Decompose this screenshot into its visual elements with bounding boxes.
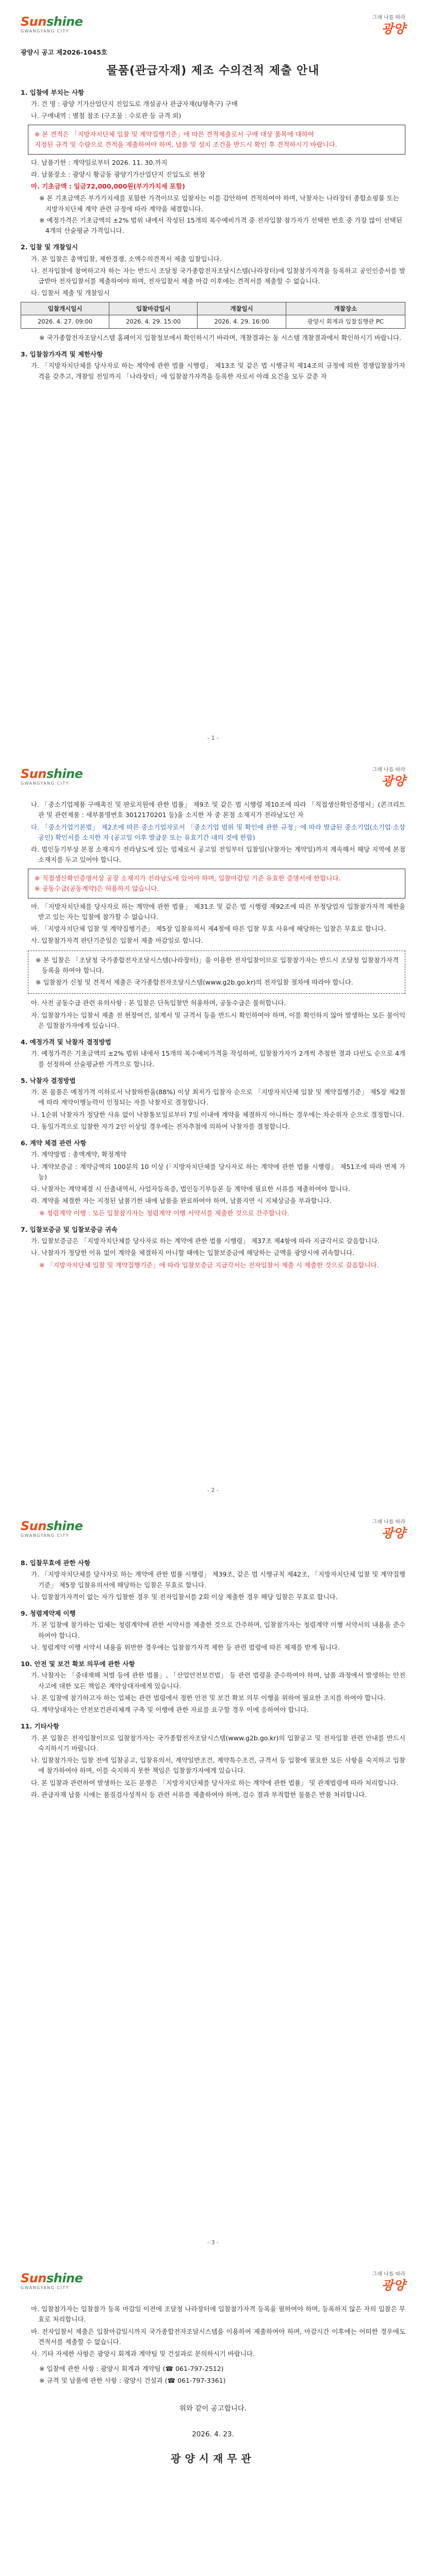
page-header — [21, 1519, 405, 1546]
notice-number: 광양시 공고 제2026-1045호 — [21, 48, 107, 56]
gwangyang-slogan-logo: 그래 나를 따라 광양 — [372, 2272, 405, 2293]
table-row: 2026. 4. 27. 09:00 2026. 4. 29. 15:00 2026. 4. 29. 16:00 광양시 회계과 입찰집행관 PC — [21, 315, 405, 329]
gwangyang-slogan-logo: 그래 나를 따라 광양 — [372, 15, 405, 36]
section-heading: 6. 계약 체결 관련 사항 — [21, 1139, 87, 1147]
page-2 — [0, 752, 426, 1504]
section-heading: 9. 청렴계약제 이행 — [21, 1609, 76, 1617]
sunshine-logo: Sunshine GWANGYANG CITY — [21, 767, 83, 786]
base-amount: 마. 기초금액 : 일금72,000,000원(부가가치세 포함) — [31, 182, 185, 191]
notice-box: ※ 직접생산확인증명서상 공장 소재지가 전라남도에 있어야 하며, 입찰마감일 기준 유효한 증명서에 한합니다. ※ 공동수급(공동계약)은 허용하지 않습니다. — [28, 869, 405, 899]
contact-line: ※ 입찰에 관한 사항 : 광양시 회계과 계약팀 (☎ 061-797-2512) — [39, 2365, 224, 2373]
page-header — [21, 767, 405, 793]
page-header — [21, 14, 405, 41]
page-body: 광양시 공고 제2026-1045호 물품(관급자재) 제조 수의견적 제출 안내 1. 입찰에 부치는 사항 가. 건 명 : 광양 기가산업단지 진입도로 개설공사 관급자재(U형측구) 구매 나. 구매내역 : 별첨 참조 (구조물 : 수로관 등 규격 외) ※ 본 견적은 「지방자치단체 입찰 및 계약집행기준」에 따른 견적제출로서 구매 대상 품목에 대하여 지정된 규격 및 수량으로 견적을 제출하여야 하며, 납품 및 설치 조건을 반드시 확인 후 견적하시기 바랍니다. 다. 납품기한 : 계약일로부터 2026. 11. 30.까지 라. 납품장소 : 광양시 황금동 광양기가산업단지 진입도로 현장 마. 기초금액 : 일금72,000,000원(부가가치세 포함) ※ 본 기초금액은 부가가치세를 포함한 가격이므로 입찰자는 이를 감안하여 견적하여야 하며, 낙찰자는 나라장터 종합쇼핑몰 또는 지방자치단체 계약 관련 규정에 따라 계약을 체결합니다. ※ 예정가격은 기초금액의 ±2% 범위 내에서 작성된 15개의 복수예비가격 중 전자입찰 참가자가 선택한 번호 중 가장 많이 선택된 4개의 산술평균 가격입니다. 2. 입찰 및 개찰일시 가. 본 입찰은 총액입찰, 제한경쟁, 소액수의견적서 제출 입찰입니다. 나. 전자입찰에 참여하고자 하는 자는 반드시 조달청 국가종합전자조달시스템(나라장터)에 입찰참가자격을 등록하고 공인인증서를 발급받아 전자입찰서를 제출하여야 하며, 전자입찰서 제출 마감 이후에는 견적서를 제출할 수 없습니다. 다. 입찰서 제출 및 개찰일시 입찰개시일시 입찰마감일시 개찰일시 개찰장소 2026. 4. 27. 09:00 2026. 4. 29. 15:00 2026. 4. 29. 16:00 광양시 회계과 입찰집행관 PC ※ 국가종합전자조달시스템 홈페이지 입찰정보에서 확인하시기 바라며, 개찰결과는 동 시스템 개찰결과에서 확인하시기 바랍니다. 3. 입찰참가자격 및 제한사항 가. 「지방자치단체를 당사자로 하는 계약에 관한 법률 시행령」 제13조 및 같은 법 시행규칙 제14조의 규정에 의한 경쟁입찰참가자격을 갖추고, 개찰일 전일까지 「나라장터」에 입찰참가자격을 등록한 자로서 아래 요건을 모두 갖춘 자 — [21, 48, 405, 380]
closing-statement: 위와 같이 공고합니다. — [179, 2404, 247, 2413]
page-body: 8. 입찰무효에 관한 사항 가. 「지방자치단체를 당사자로 하는 계약에 관한 법률 시행령」 제39조, 같은 법 시행규칙 제42조, 「지방자치단체 입찰 및 계약집행기준」 제5장 입찰유의서에 해당하는 입찰은 무효로 합니다. 나. 입찰참가자격이 없는 자가 입찰한 경우 및 전자입찰서를 2회 이상 제출한 경우 해당 입찰은 무효로 합니다. 9. 청렴계약제 이행 가. 본 입찰에 참가하는 업체는 청렴계약에 관한 서약서를 제출한 것으로 간주하며, 입찰참가자는 청렴계약 이행 서약서의 내용을 준수하여야 합니다. 나. 청렴계약 이행 서약서 내용을 위반한 경우에는 입찰참가자격 제한 등 관련 법령에 따른 제재를 받게 됩니다. 10. 안전 및 보건 확보 의무에 관한 사항 가. 낙찰자는 「중대재해 처벌 등에 관한 법률」, 「산업안전보건법」 등 관련 법령을 준수하여야 하며, 납품 과정에서 발생하는 안전사고에 대한 모든 책임은 계약상대자에게 있습니다. 나. 본 입찰에 참가하고자 하는 업체는 관련 법령에서 정한 안전 및 보건 확보 의무 이행을 위하여 필요한 조치를 하여야 합니다. 다. 계약상대자는 안전보건관리체계 구축 및 이행에 관한 자료를 요구할 경우 이에 응하여야 합니다. 11. 기타사항 가. 본 입찰은 전자입찰이므로 입찰참가자는 국가종합전자조달시스템(www.g2b.go.kr)의 입찰공고 및 전자입찰 관련 안내를 반드시 숙지하시기 바랍니다. 나. 입찰참가자는 입찰 전에 입찰공고, 입찰유의서, 계약일반조건, 계약특수조건, 규격서 등 입찰에 필요한 모든 사항을 숙지하고 입찰에 참가하여야 하며, 이를 숙지하지 못한 책임은 입찰참가자에게 있습니다. 다. 본 입찰과 관련하여 발생하는 모든 분쟁은 「지방자치단체를 당사자로 하는 계약에 관한 법률」 및 관계법령에 따라 처리합니다. 라. 관급자재 납품 시에는 품질검사성적서 등 관련 서류를 제출하여야 하며, 검수 결과 부적합한 물품은 반품 처리합니다. — [21, 1559, 405, 1799]
section-heading: 2. 입찰 및 개찰일시 — [21, 243, 78, 251]
gwangyang-slogan-logo: 그래 나를 따라 광양 — [372, 1519, 405, 1540]
section-heading: 7. 입찰보증금 및 입찰보증금 귀속 — [21, 1225, 118, 1233]
notice-box: ※ 본 견적은 「지방자치단체 입찰 및 계약집행기준」에 따른 견적제출로서 구매 대상 품목에 대하여 지정된 규격 및 수량으로 견적을 제출하여야 하며, 납품 및 설치 조건을 반드시 확인 후 견적하시기 바랍니다. — [28, 125, 405, 155]
section-heading: 8. 입찰무효에 관한 사항 — [21, 1559, 91, 1567]
contact-line: ※ 규격 및 납품에 관한 사항 : 광양시 건설과 (☎ 061-797-3361) — [39, 2376, 226, 2384]
sunshine-logo: Sunshine GWANGYANG CITY — [21, 2271, 83, 2290]
sunshine-logo: Sunshine GWANGYANG CITY — [21, 1519, 83, 1538]
section-heading: 10. 안전 및 보건 확보 의무에 관한 사항 — [21, 1660, 135, 1668]
sunshine-logo: Sunshine GWANGYANG CITY — [21, 14, 83, 33]
page-body: 마. 입찰참가자는 입찰참가 등록 마감일 이전에 조달청 나라장터에 입찰참가자격 등록을 필하여야 하며, 등록하지 않은 자의 입찰은 무효로 처리합니다. 바. 전자입찰서 제출은 입찰마감일시까지 국가종합전자조달시스템을 이용하여 제출하여야 하며, 마감시간 이후에는 어떠한 경우에도 견적서를 제출할 수 없습니다. 사. 기타 자세한 사항은 광양시 회계과 계약팀 및 건설과로 문의하시기 바랍니다. ※ 입찰에 관한 사항 : 광양시 회계과 계약팀 (☎ 061-797-2512) ※ 규격 및 납품에 관한 사항 : 광양시 건설과 (☎ 061-797-3361) 위와 같이 공고합니다. 2026. 4. 23. 광양시재무관 — [21, 2304, 405, 2467]
page-number: - 3 - — [207, 2239, 219, 2246]
section-heading: 1. 입찰에 부치는 사항 — [21, 88, 85, 96]
page-number: - 2 - — [207, 1487, 219, 1494]
schedule-table: 입찰개시일시 입찰마감일시 개찰일시 개찰장소 2026. 4. 27. 09:00 2026. 4. 29. 15:00 2026. 4. 29. 16:00 광양시 회계과 입찰집행관 PC — [21, 302, 405, 329]
page-header — [21, 2271, 405, 2298]
section-heading: 11. 기타사항 — [21, 1722, 59, 1731]
section-heading: 5. 낙찰자 결정방법 — [21, 1076, 76, 1084]
gwangyang-slogan-logo: 그래 나를 따라 광양 — [372, 767, 405, 788]
page-1 — [0, 0, 426, 752]
page-4 — [0, 2257, 426, 2576]
page-body: 나. 「중소기업제품 구매촉진 및 판로지원에 관한 법률」 제9조 및 같은 법 시행령 제10조에 따라 「직접생산확인증명서」(콘크리트관 및 관련제품 : 세부품명번호 3012170201 등)을 소지한 자 중 본점 소재지가 전라남도인 자 다. 「중소기업기본법」 제2조에 따른 중소기업자로서 「중소기업 범위 및 확인에 관한 규정」에 따라 발급된 중소기업(소기업·소상공인) 확인서를 소지한 자 (공고일 이후 발급분 또는 유효기간 내의 것에 한함) 라. 법인등기부상 본점 소재지가 전라남도에 있는 업체로서 공고일 전일부터 입찰일(낙찰자는 계약일)까지 계속해서 해당 지역에 본점 소재지를 두고 있어야 합니다. ※ 직접생산확인증명서상 공장 소재지가 전라남도에 있어야 하며, 입찰마감일 기준 유효한 증명서에 한합니다. ※ 공동수급(공동계약)은 허용하지 않습니다. 마. 「지방자치단체를 당사자로 하는 계약에 관한 법률」 제31조 및 같은 법 시행령 제92조에 따른 부정당업자 입찰참가자격 제한을 받고 있는 자는 입찰에 참가할 수 없습니다. 바. 「지방자치단체 입찰 및 계약집행기준」 제5장 입찰유의서 제4절에 따른 입찰 무효 사유에 해당하는 입찰은 무효로 합니다. 사. 입찰참가자격 판단기준일은 입찰서 제출 마감일로 합니다. ※ 본 입찰은 「조달청 국가종합전자조달시스템(나라장터)」을 이용한 전자입찰이므로 입찰참가자는 반드시 조달청 입찰참가자격 등록을 하여야 합니다. ※ 입찰참가 신청 및 견적서 제출은 국가종합전자조달시스템(www.g2b.go.kr)의 전자입찰 절차에 따라야 합니다. 아. 사전 공동수급 관련 유의사항 : 본 입찰은 단독입찰만 허용하며, 공동수급은 불허합니다. 자. 입찰참가자는 입찰서 제출 전 현장여건, 설계서 및 규격서 등을 반드시 확인하여야 하며, 이를 확인하지 않아 발생하는 모든 불이익은 입찰참가자에게 있습니다. 4. 예정가격 및 낙찰자 결정방법 가. 예정가격은 기초금액의 ±2% 범위 내에서 15개의 복수예비가격을 작성하여, 입찰참가자가 2개씩 추첨한 결과 다빈도 순으로 4개를 선정하여 산술평균한 가격으로 합니다. 5. 낙찰자 결정방법 가. 본 물품은 예정가격 이하로서 낙찰하한율(88%) 이상 최저가 입찰자 순으로 「지방자치단체 입찰 및 계약집행기준」 제5장 제2절에 따라 계약이행능력이 인정되는 자를 낙찰자로 결정합니다. 나. 1순위 낙찰자가 정당한 사유 없이 낙찰통보일로부터 7일 이내에 계약을 체결하지 아니하는 경우에는 차순위자 순으로 결정합니다. 다. 동일가격으로 입찰한 자가 2인 이상일 경우에는 전자추첨에 의하여 낙찰자를 결정합니다. 6. 계약 체결 관련 사항 가. 계약방법 : 총액계약, 확정계약 나. 계약보증금 : 계약금액의 100분의 10 이상 (「지방자치단체를 당사자로 하는 계약에 관한 법률 시행령」 제51조에 따라 면제 가능) 다. 낙찰자는 계약체결 시 산출내역서, 사업자등록증, 법인등기부등본 등 계약에 필요한 서류를 제출하여야 합니다. 라. 계약을 체결한 자는 지정된 납품기한 내에 납품을 완료하여야 하며, 납품지연 시 지체상금을 부과합니다. ※ 청렴계약 이행 : 모든 입찰참가자는 청렴계약 이행 서약서를 제출한 것으로 간주합니다. 7. 입찰보증금 및 입찰보증금 귀속 가. 입찰보증금은 「지방자치단체를 당사자로 하는 계약에 관한 법률 시행령」 제37조 제4항에 따라 지급각서로 갈음합니다. 나. 낙찰자가 정당한 이유 없이 계약을 체결하지 아니할 때에는 입찰보증금에 해당하는 금액을 광양시에 귀속합니다. ※ 「지방자치단체 입찰 및 계약집행기준」에 따라 입찰보증금 지급각서는 전자입찰서 제출 시 제출한 것으로 갈음합니다. — [21, 801, 405, 1269]
page-number: - 1 - — [207, 735, 219, 742]
notice-date: 2026. 4. 23. — [192, 2430, 234, 2438]
section-heading: 4. 예정가격 및 낙찰자 결정방법 — [21, 1038, 111, 1046]
notice-box: ※ 본 입찰은 「조달청 국가종합전자조달시스템(나라장터)」을 이용한 전자입찰이므로 입찰참가자는 반드시 조달청 입찰참가자격 등록을 하여야 합니다. ※ 입찰참가 신청 및 견적서 제출은 국가종합전자조달시스템(www.g2b.go.kr)의 전자입찰 절차에 따라야 합니다. — [28, 951, 405, 994]
signer: 광양시재무관 — [171, 2452, 255, 2465]
page-3 — [0, 1504, 426, 2257]
section-heading: 3. 입찰참가자격 및 제한사항 — [21, 350, 103, 359]
document-title: 물품(관급자재) 제조 수의견적 제출 안내 — [106, 64, 320, 78]
